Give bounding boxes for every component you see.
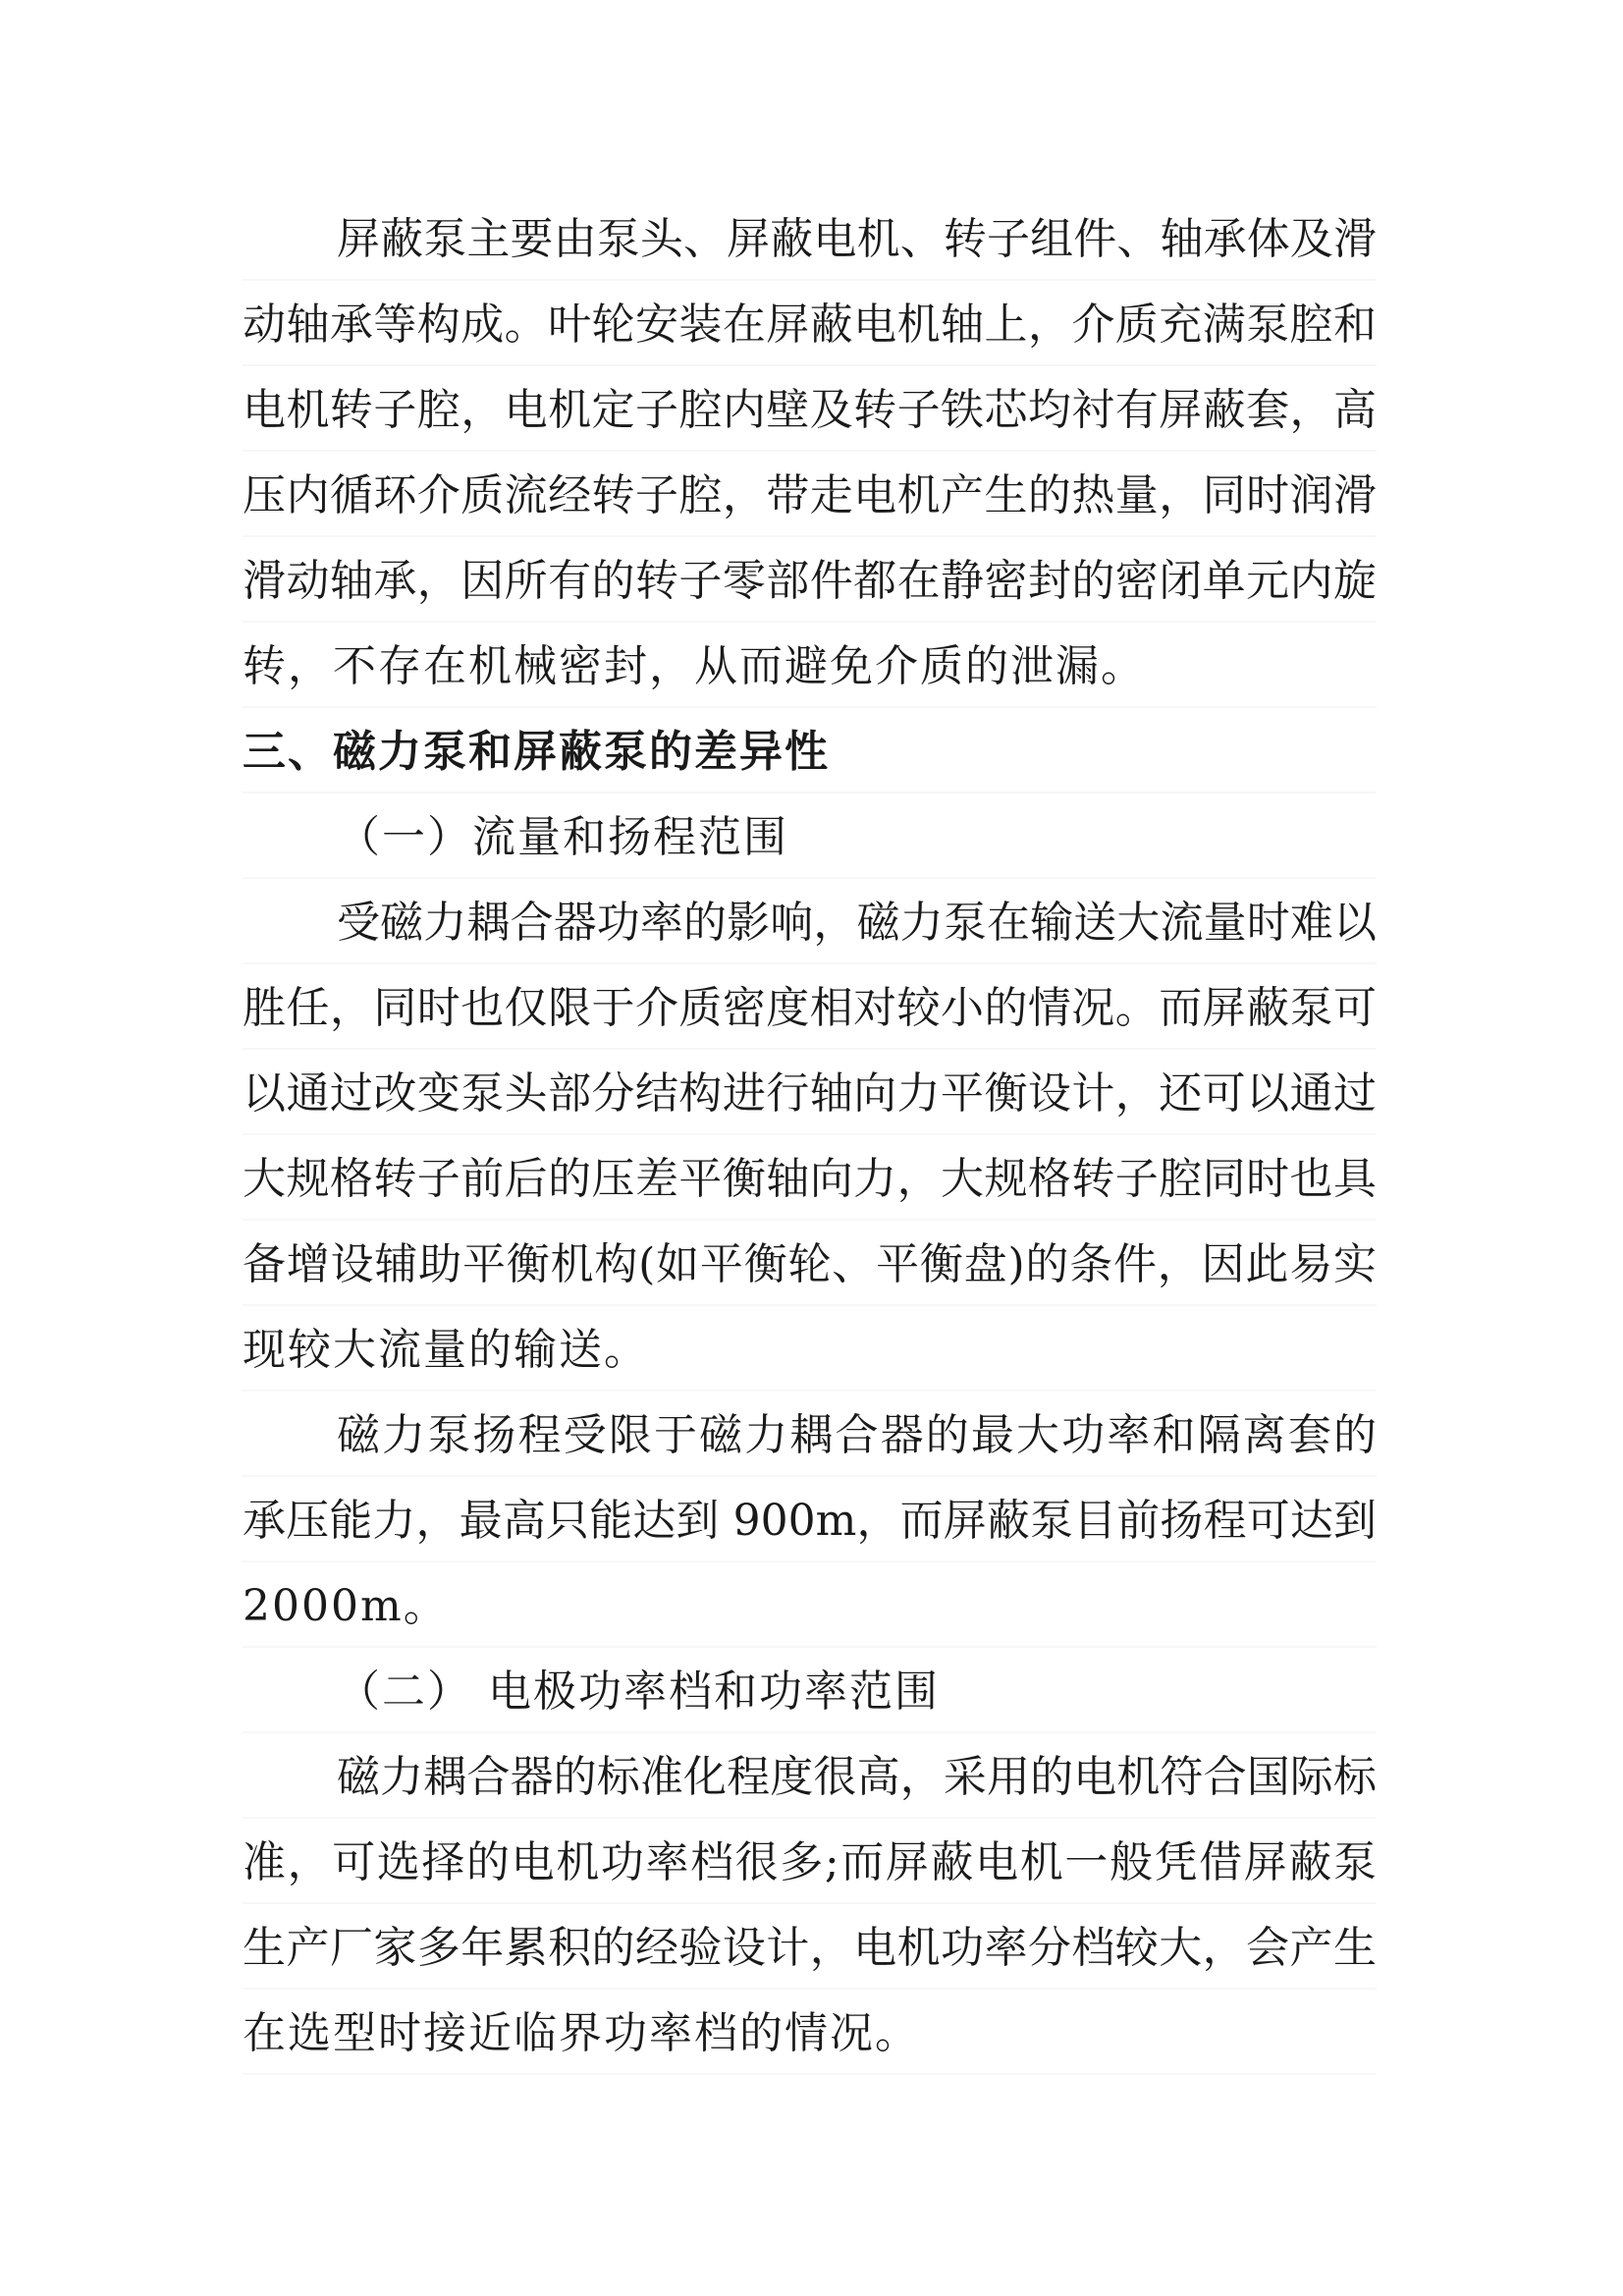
text-line: 电机转子腔，电机定子腔内壁及转子铁芯均衬有屏蔽套，高 xyxy=(243,385,1377,435)
text-line: 以通过改变泵头部分结构进行轴向力平衡设计，还可以通过 xyxy=(243,1068,1377,1119)
text-line: 屏蔽泵主要由泵头、屏蔽电机、转子组件、轴承体及滑 xyxy=(337,214,1377,264)
text-line: 在选型时接近临界功率档的情况。 xyxy=(243,2008,920,2058)
text-line: 生产厂家多年累积的经验设计，电机功率分档较大，会产生 xyxy=(243,1923,1377,1973)
text-line: 磁力泵扬程受限于磁力耦合器的最大功率和隔离套的 xyxy=(337,1410,1377,1460)
text-line: 胜任，同时也仅限于介质密度相对较小的情况。而屏蔽泵可 xyxy=(243,983,1377,1033)
text-line: 滑动轴承，因所有的转子零部件都在静密封的密闭单元内旋 xyxy=(243,556,1377,606)
text-line: 受磁力耦合器功率的影响，磁力泵在输送大流量时难以 xyxy=(337,898,1377,948)
text-line: 压内循环介质流经转子腔，带走电机产生的热量，同时润滑 xyxy=(243,470,1377,520)
text-line: 准，可选择的电机功率档很多;而屏蔽电机一般凭借屏蔽泵 xyxy=(243,1837,1377,1887)
text-line: 转，不存在机械密封，从而避免介质的泄漏。 xyxy=(243,641,1146,691)
text-line: 2000m。 xyxy=(243,1581,449,1631)
text-line: 磁力耦合器的标准化程度很高，采用的电机符合国际标 xyxy=(337,1752,1377,1802)
text-line: 现较大流量的输送。 xyxy=(243,1325,649,1375)
section-heading: 三、磁力泵和屏蔽泵的差异性 xyxy=(243,727,830,777)
subsection-heading: （一）流量和扬程范围 xyxy=(337,812,788,862)
text-line: 备增设辅助平衡机构(如平衡轮、平衡盘)的条件，因此易实 xyxy=(243,1239,1377,1289)
subsection-heading: （二） 电极功率档和功率范围 xyxy=(337,1667,940,1717)
text-line: 动轴承等构成。叶轮安装在屏蔽电机轴上，介质充满泵腔和 xyxy=(243,300,1377,350)
text-line: 大规格转子前后的压差平衡轴向力，大规格转子腔同时也具 xyxy=(243,1154,1377,1204)
text-line: 承压能力，最高只能达到 900m，而屏蔽泵目前扬程可达到 xyxy=(243,1496,1377,1546)
document-body xyxy=(243,196,1377,2076)
